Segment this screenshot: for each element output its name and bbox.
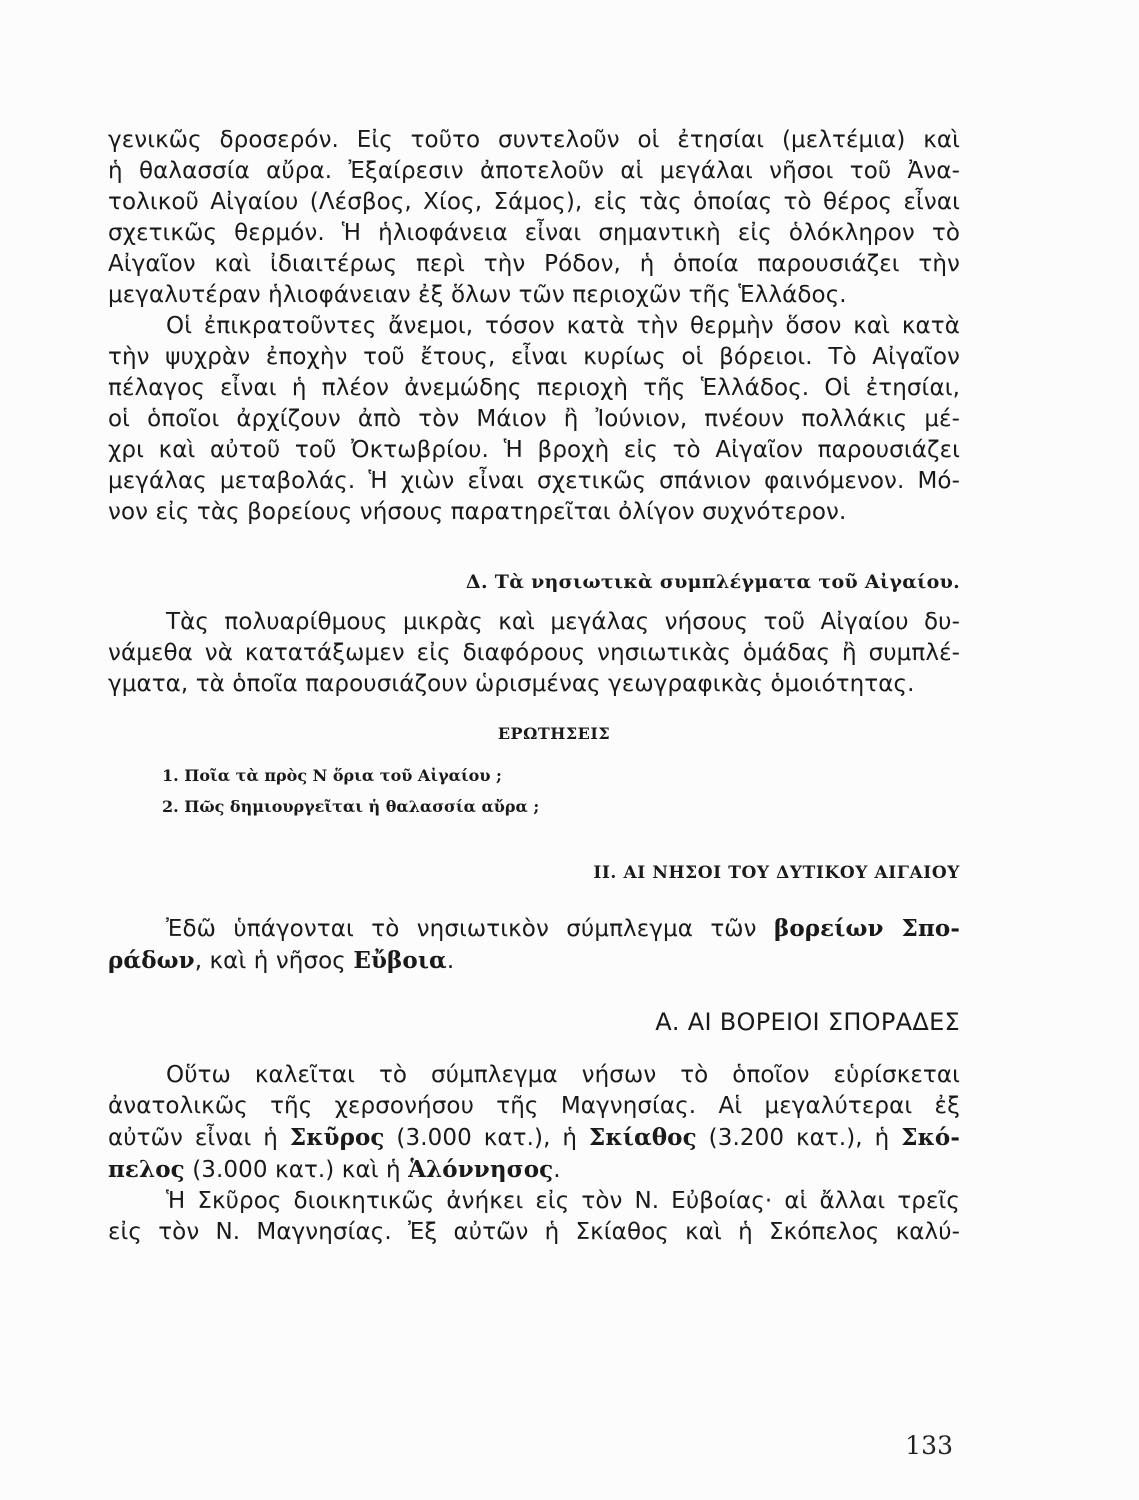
section-title-ii: ΙΙ. ΑΙ ΝΗΣΟΙ ΤΟΥ ΔΥΤΙΚΟΥ ΑΙΓΑΙΟΥ bbox=[593, 863, 960, 883]
text-line: Τὰς πολυαρίθμους μικρὰς καὶ μεγάλας νήσους τοῦ Αἰγαίου δυ- bbox=[166, 609, 960, 635]
questions-list bbox=[108, 760, 960, 822]
page-number: 133 bbox=[905, 1431, 953, 1460]
text-line: Αἰγαῖον καὶ ἰδιαιτέρως περὶ τὴν Ρόδον, ἡ ὁποία παρουσιάζει τὴν bbox=[108, 251, 960, 277]
bold-term: βορείων Σπο- bbox=[773, 915, 960, 942]
page-content bbox=[108, 125, 960, 1248]
text-line bbox=[108, 945, 960, 977]
text-run: αὐτῶν εἶναι ἡ bbox=[108, 1125, 290, 1151]
question-item: 2. Πῶς δημιουργεῖται ἡ θαλασσία αὔρα ; bbox=[162, 797, 540, 816]
question-item: 1. Ποῖα τὰ πρὸς Ν ὅρια τοῦ Αἰγαίου ; bbox=[162, 766, 502, 785]
text-line: πέλαγος εἶναι ἡ πλέον ἀνεμώδης περιοχὴ τῆς Ἑλλάδος. Οἱ ἐτησίαι, bbox=[108, 375, 960, 401]
paragraph-winds bbox=[108, 311, 960, 528]
text-line: τολικοῦ Αἰγαίου (Λέσβος, Χίος, Σάμος), εἰς τὰς ὁποίας τὸ θέρος εἶναι bbox=[108, 189, 960, 215]
text-line: μεγάλας μεταβολάς. Ἡ χιὼν εἶναι σχετικῶς σπάνιον φαινόμενον. Μό- bbox=[108, 468, 960, 494]
text-run: (3.000 κατ.) καὶ ἡ bbox=[184, 1157, 409, 1183]
text-line: νον εἰς τὰς βορείους νήσους παρατηρεῖται ὀλίγον συχνότερον. bbox=[108, 499, 847, 525]
text-line bbox=[108, 913, 960, 945]
text-run: . bbox=[446, 948, 455, 974]
text-run: (3.200 κατ.), ἡ bbox=[696, 1125, 902, 1151]
text-line: ἡ θαλασσία αὔρα. Ἐξαίρεσιν ἀποτελοῦν αἱ μεγάλαι νῆσοι τοῦ Ἀνα- bbox=[108, 158, 960, 184]
paragraph-groups bbox=[108, 607, 960, 700]
bold-term: Εὔβοια bbox=[353, 947, 447, 974]
paragraph-admin bbox=[108, 1186, 960, 1248]
text-line: ἀνατολικῶς τῆς χερσονήσου τῆς Μαγνησίας. Αἱ μεγαλύτεραι ἐξ bbox=[108, 1093, 960, 1119]
text-line: Οἱ ἐπικρατοῦντες ἄνεμοι, τόσον κατὰ τὴν θερμὴν ὅσον καὶ κατὰ bbox=[166, 313, 960, 339]
bold-term: ράδων bbox=[108, 947, 195, 974]
paragraph-sporades bbox=[108, 1060, 960, 1186]
text-run: . bbox=[553, 1157, 561, 1183]
text-line: νάμεθα νὰ κατατάξωμεν εἰς διαφόρους νησιωτικὰς ὁμάδας ἢ συμπλέ- bbox=[108, 640, 960, 666]
text-run: Ἐδῶ ὑπάγονται τὸ νησιωτικὸν σύμπλεγμα τῶν bbox=[166, 916, 774, 942]
text-line: Οὕτω καλεῖται τὸ σύμπλεγμα νήσων τὸ ὁποῖον εὑρίσκεται bbox=[166, 1062, 960, 1088]
section-heading-d: Δ. Τὰ νησιωτικὰ συμπλέγματα τοῦ Αἰγαίου. bbox=[465, 571, 960, 593]
subsection-heading-a: Α. ΑΙ ΒΟΡΕΙΟΙ ΣΠΟΡΑΔΕΣ bbox=[655, 1008, 960, 1036]
text-line: γενικῶς δροσερόν. Εἰς τοῦτο συντελοῦν οἱ ἐτησίαι (μελτέμια) καὶ bbox=[108, 127, 960, 153]
text-run: (3.000 κατ.), ἡ bbox=[384, 1125, 590, 1151]
text-line bbox=[108, 1122, 960, 1154]
paragraph-section-ii bbox=[108, 913, 960, 977]
text-line: γματα, τὰ ὁποῖα παρουσιάζουν ὡρισμένας γεωγραφικὰς ὁμοιότητας. bbox=[108, 671, 915, 697]
text-line: χρι καὶ αὐτοῦ τοῦ Ὀκτωβρίου. Ἡ βροχὴ εἰς τὸ Αἰγαῖον παρουσιάζει bbox=[108, 437, 960, 463]
paragraph-climate bbox=[108, 125, 960, 311]
bold-term: Σκῦρος bbox=[289, 1124, 385, 1151]
bold-term: Σκίαθος bbox=[589, 1124, 697, 1151]
text-line: εἰς τὸν Ν. Μαγνησίας. Ἐξ αὐτῶν ἡ Σκίαθος καὶ ἡ Σκόπελος καλύ- bbox=[108, 1219, 960, 1245]
bold-term: Ἁλόννησος bbox=[408, 1156, 554, 1183]
text-run: , καὶ ἡ νῆσος bbox=[194, 948, 354, 974]
text-line: μεγαλυτέραν ἡλιοφάνειαν ἐξ ὅλων τῶν περιοχῶν τῆς Ἑλλάδος. bbox=[108, 282, 847, 308]
text-line: Ἡ Σκῦρος διοικητικῶς ἀνήκει εἰς τὸν Ν. Εὐβοίας· αἱ ἄλλαι τρεῖς bbox=[166, 1188, 960, 1214]
questions-title: ΕΡΩΤΗΣΕΙΣ bbox=[497, 724, 611, 743]
text-line bbox=[108, 1154, 960, 1186]
text-line: οἱ ὁποῖοι ἀρχίζουν ἀπὸ τὸν Μάιον ἢ Ἰούνιον, πνέουν πολλάκις μέ- bbox=[108, 406, 960, 432]
text-line: σχετικῶς θερμόν. Ἡ ἡλιοφάνεια εἶναι σημαντικὴ εἰς ὁλόκληρον τὸ bbox=[108, 220, 960, 246]
bold-term: Σκό- bbox=[901, 1124, 961, 1151]
text-line: τὴν ψυχρὰν ἐποχὴν τοῦ ἔτους, εἶναι κυρίως οἱ βόρειοι. Τὸ Αἰγαῖον bbox=[108, 344, 960, 370]
bold-term: πελος bbox=[108, 1156, 185, 1183]
